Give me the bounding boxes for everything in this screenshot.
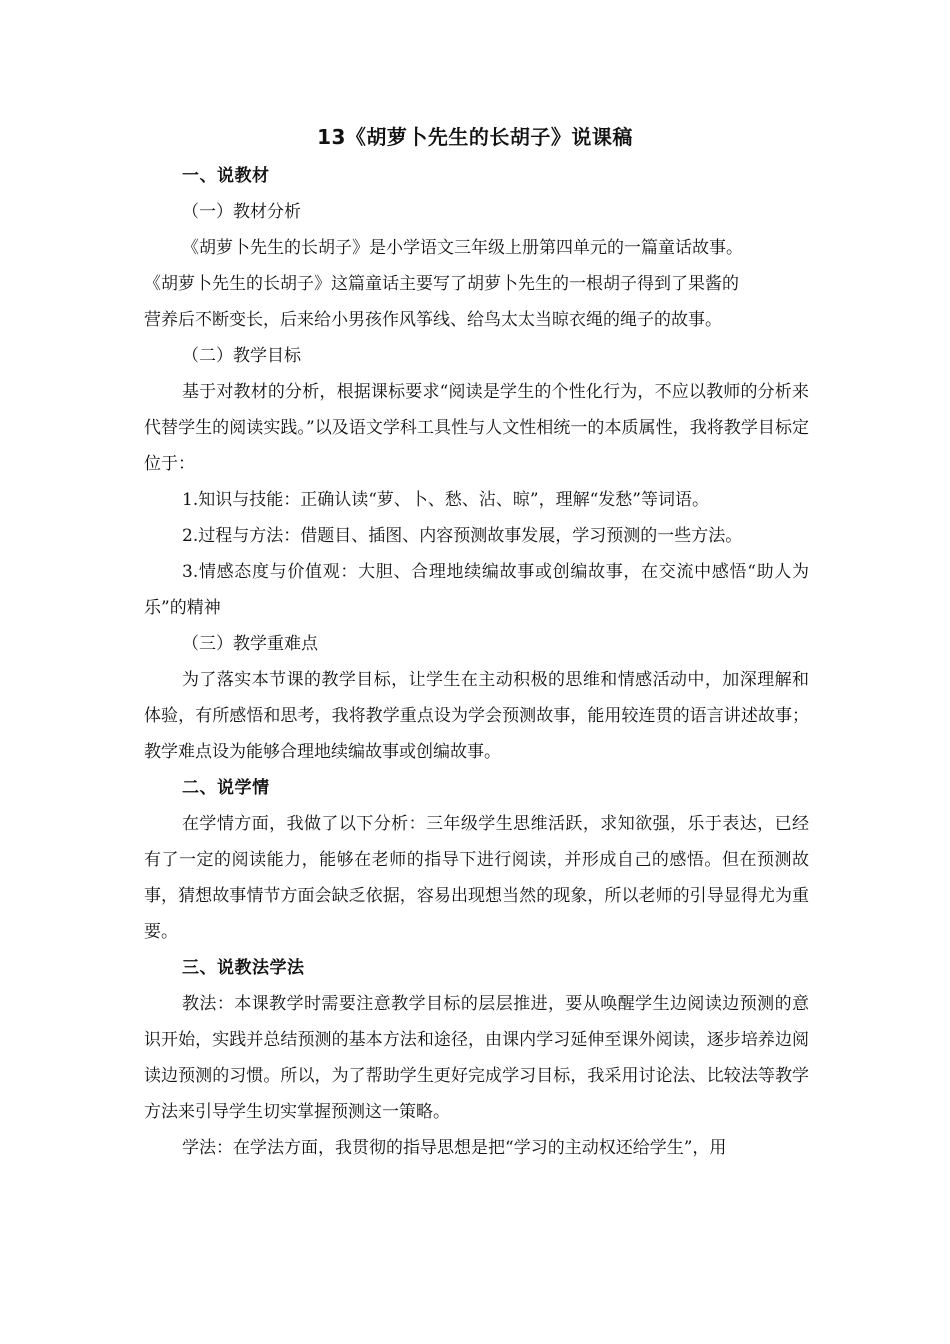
section-heading-methods: 三、说教法学法 [182, 958, 305, 978]
section-heading-textbook: 一、说教材 [182, 166, 270, 186]
document-body [144, 158, 809, 1166]
paragraph-line: 《胡萝卜先生的长胡子》是小学语文三年级上册第四单元的一篇童话故事。 [182, 238, 743, 258]
subheading-textbook-analysis: （一）教材分析 [182, 202, 301, 222]
paragraph-key-points: 为了落实本节课的教学目标，让学生在主动积极的思维和情感活动中，加深理解和体验，有所感悟和思考，我将教学重点设为学会预测故事，能用较连贯的语言讲述故事；教学难点设为能够合理地续编故事或创编故事。 [144, 670, 809, 762]
goal-item-emotion: 3.情感态度与价值观：大胆、合理地续编故事或创编故事，在交流中感悟“助人为乐”的精神 [144, 562, 809, 618]
paragraph-goals-intro: 基于对教材的分析，根据课标要求“阅读是学生的个性化行为，不应以教师的分析来代替学生的阅读实践。”以及语文学科工具性与人文性相统一的本质属性，我将教学目标定位于： [144, 382, 809, 474]
section-heading-learners: 二、说学情 [182, 778, 270, 798]
paragraph-learning-method: 学法：在学法方面，我贯彻的指导思想是把“学习的主动权还给学生”，用 [182, 1138, 727, 1158]
paragraph-line: 《胡萝卜先生的长胡子》这篇童话主要写了胡萝卜先生的一根胡子得到了果酱的 [144, 274, 739, 294]
document-title: 13《胡萝卜先生的长胡子》说课稿 [317, 125, 633, 149]
subheading-key-points: （三）教学重难点 [182, 634, 318, 654]
paragraph-learners: 在学情方面，我做了以下分析：三年级学生思维活跃，求知欲强，乐于表达，已经有了一定的阅读能力，能够在老师的指导下进行阅读，并形成自己的感悟。但在预测故事，猜想故事情节方面会缺乏依据，容易出现想当然的现象，所以老师的引导显得尤为重要。 [144, 814, 809, 942]
goal-item-process: 2.过程与方法：借题目、插图、内容预测故事发展，学习预测的一些方法。 [182, 526, 743, 546]
paragraph-line: 营养后不断变长，后来给小男孩作风筝线、给鸟太太当晾衣绳的绳子的故事。 [144, 310, 722, 330]
paragraph-teaching-method: 教法：本课教学时需要注意教学目标的层层推进，要从唤醒学生边阅读边预测的意识开始，实践并总结预测的基本方法和途径，由课内学习延伸至课外阅读，逐步培养边阅读边预测的习惯。所以，为了帮助学生更好完成学习目标，我采用讨论法、比较法等教学方法来引导学生切实掌握预测这一策略。 [144, 994, 809, 1122]
goal-item-knowledge: 1.知识与技能：正确认读“萝、卜、愁、沾、晾”，理解“发愁”等词语。 [182, 490, 709, 510]
subheading-teaching-goals: （二）教学目标 [182, 346, 301, 366]
